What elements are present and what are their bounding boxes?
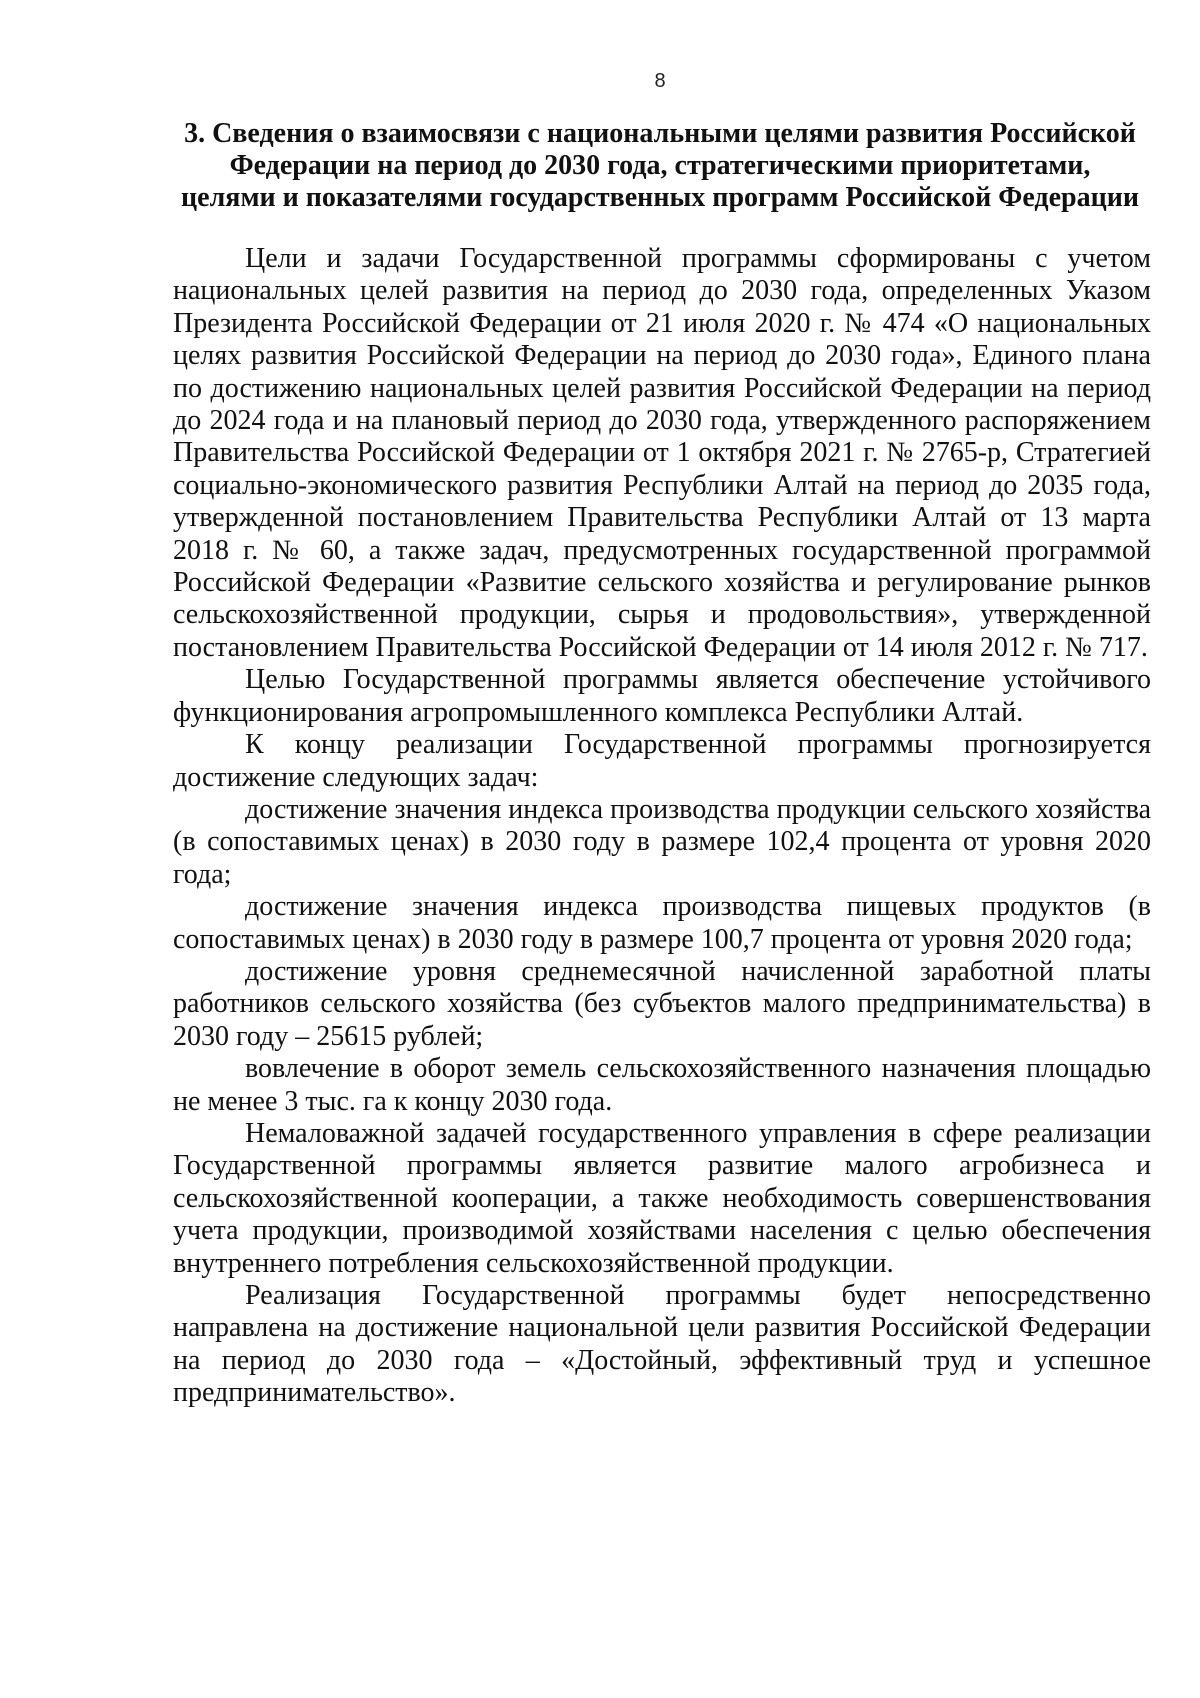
- section-heading-line: целями и показателями государственных программ Российской Федерации: [181, 182, 1139, 213]
- section-heading-line: 3. Сведения о взаимосвязи с национальными целями развития Российской: [184, 118, 1136, 149]
- paragraph-program-goal: Целью Государственной программы является обеспечение устойчивого функционирования агропромышленного комплекса Республики Алтай.: [173, 664, 1151, 728]
- page-number: 8: [654, 70, 666, 92]
- paragraph-national-goal: Реализация Государственной программы будет непосредственно направлена на достижение национальной цели развития Российской Федерации на период до 2030 года – «Достойный, эффективный труд и успешное предпринимательство».: [173, 1280, 1151, 1409]
- paragraph-goals-basis: Цели и задачи Государственной программы сформированы с учетом национальных целей развития на период до 2030 года, определенных Указом Президента Российской Федерации от 21 июля 2020 г. № 474 «О национальных целях развития Российской Федерации на период до 2030 года», Единого плана по достижению национальных целей развития Российской Федерации на период до 2024 года и на плановый период до 2030 года, утвержденного распоряжением Правительства Российской Федерации от 1 октября 2021 г. № 2765-р, Стратегией социально-экономического развития Республики Алтай на период до 2035 года, утвержденной постановлением Правительства Республики Алтай от 13 марта 2018 г. № 60, а также задач, предусмотренных государственной программой Российской Федерации «Развитие сельского хозяйства и регулирование рынков сельскохозяйственной продукции, сырья и продовольствия», утвержденной постановлением Правительства Российской Федерации от 14 июля 2012 г. № 717.: [173, 243, 1151, 663]
- section-heading: [165, 118, 1155, 214]
- section-heading-line: Федерации на период до 2030 года, стратегическими приоритетами,: [229, 150, 1091, 181]
- paragraph-management-task: Немаловажной задачей государственного управления в сфере реализации Государственной программы является развитие малого агробизнеса и сельскохозяйственной кооперации, а также необходимость совершенствования учета продукции, производимой хозяйствами населения с целью обеспечения внутреннего потребления сельскохозяйственной продукции.: [173, 1117, 1151, 1279]
- list-item-agri-index: достижение значения индекса производства продукции сельского хозяйства (в сопоставимых ценах) в 2030 году в размере 102,4 процента от уровня 2020 года;: [173, 793, 1151, 890]
- list-item-land-use: вовлечение в оборот земель сельскохозяйственного назначения площадью не менее 3 тыс. га к концу 2030 года.: [173, 1053, 1151, 1117]
- list-item-wage-level: достижение уровня среднемесячной начисленной заработной платы работников сельского хозяйства (без субъектов малого предпринимательства) в 2030 году – 25615 рублей;: [173, 955, 1151, 1052]
- list-item-food-index: достижение значения индекса производства пищевых продуктов (в сопоставимых ценах) в 2030 году в размере 100,7 процента от уровня 2020 года;: [173, 891, 1151, 955]
- paragraph-tasks-intro: К концу реализации Государственной программы прогнозируется достижение следующих задач:: [173, 729, 1151, 793]
- section-body: [173, 243, 1151, 1410]
